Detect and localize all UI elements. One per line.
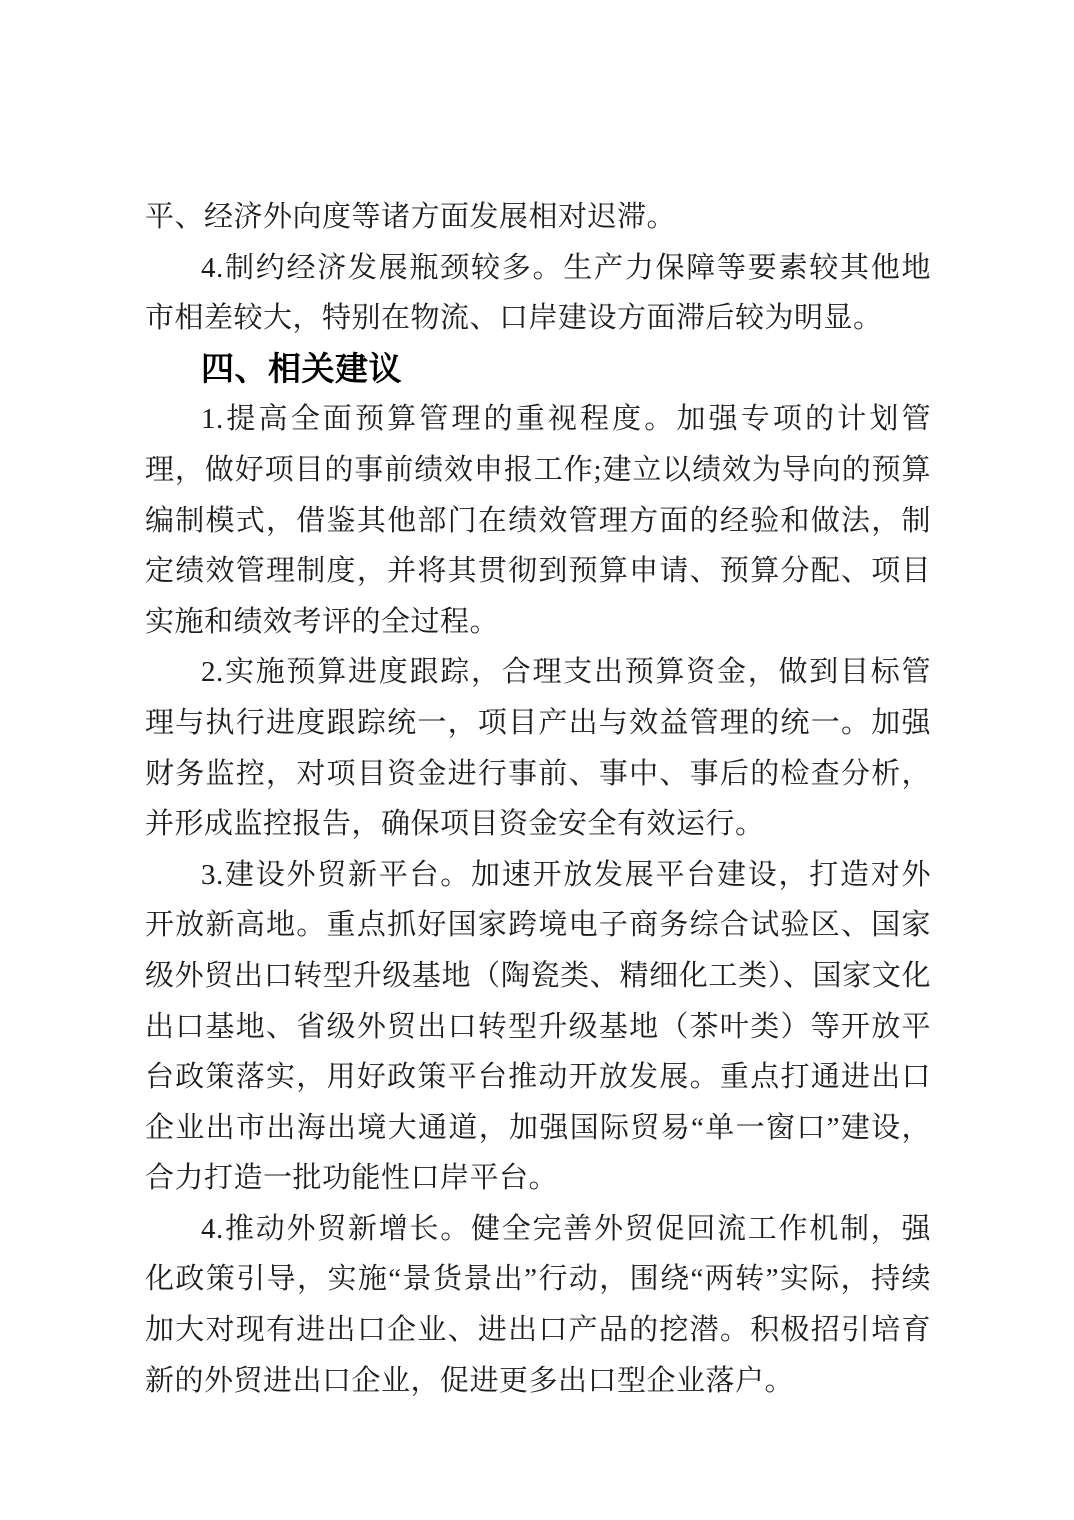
paragraph-suggestion-3: 3.建设外贸新平台。加速开放发展平台建设，打造对外开放新高地。重点抓好国家跨境电子商务综合试验区、国家级外贸出口转型升级基地（陶瓷类、精细化工类）、国家文化出口基地、省级外贸出口转型升级基地（茶叶类）等开放平台政策落实，用好政策平台推动开放发展。重点打通进出口企业出市出海出境大通道，加强国际贸易“单一窗口”建设，合力打造一批功能性口岸平台。	[145, 858, 931, 1195]
paragraph-carryover: 平、经济外向度等诸方面发展相对迟滞。	[145, 201, 677, 233]
paragraph-suggestion-2: 2.实施预算进度跟踪，合理支出预算资金，做到目标管理与执行进度跟踪统一，项目产出与效益管理的统一。加强财务监控，对项目资金进行事前、事中、事后的检查分析，并形成监控报告，确保项目资金安全有效运行。	[145, 656, 931, 841]
document-body	[145, 192, 931, 1406]
paragraph-constraint-4: 4.制约经济发展瓶颈较多。生产力保障等要素较其他地市相差较大，特别在物流、口岸建设方面滞后较为明显。	[145, 251, 931, 335]
paragraph-suggestion-1: 1.提高全面预算管理的重视程度。加强专项的计划管理，做好项目的事前绩效申报工作;建立以绩效为导向的预算编制模式，借鉴其他部门在绩效管理方面的经验和做法，制定绩效管理制度，并将其贯彻到预算申请、预算分配、项目实施和绩效考评的全过程。	[145, 403, 931, 638]
section-heading: 四、相关建议	[201, 349, 402, 387]
paragraph-suggestion-4: 4.推动外贸新增长。健全完善外贸促回流工作机制，强化政策引导，实施“景货景出”行动，围绕“两转”实际，持续加大对现有进出口企业、进出口产品的挖潜。积极招引培育新的外贸进出口企业，促进更多出口型企业落户。	[145, 1212, 931, 1397]
